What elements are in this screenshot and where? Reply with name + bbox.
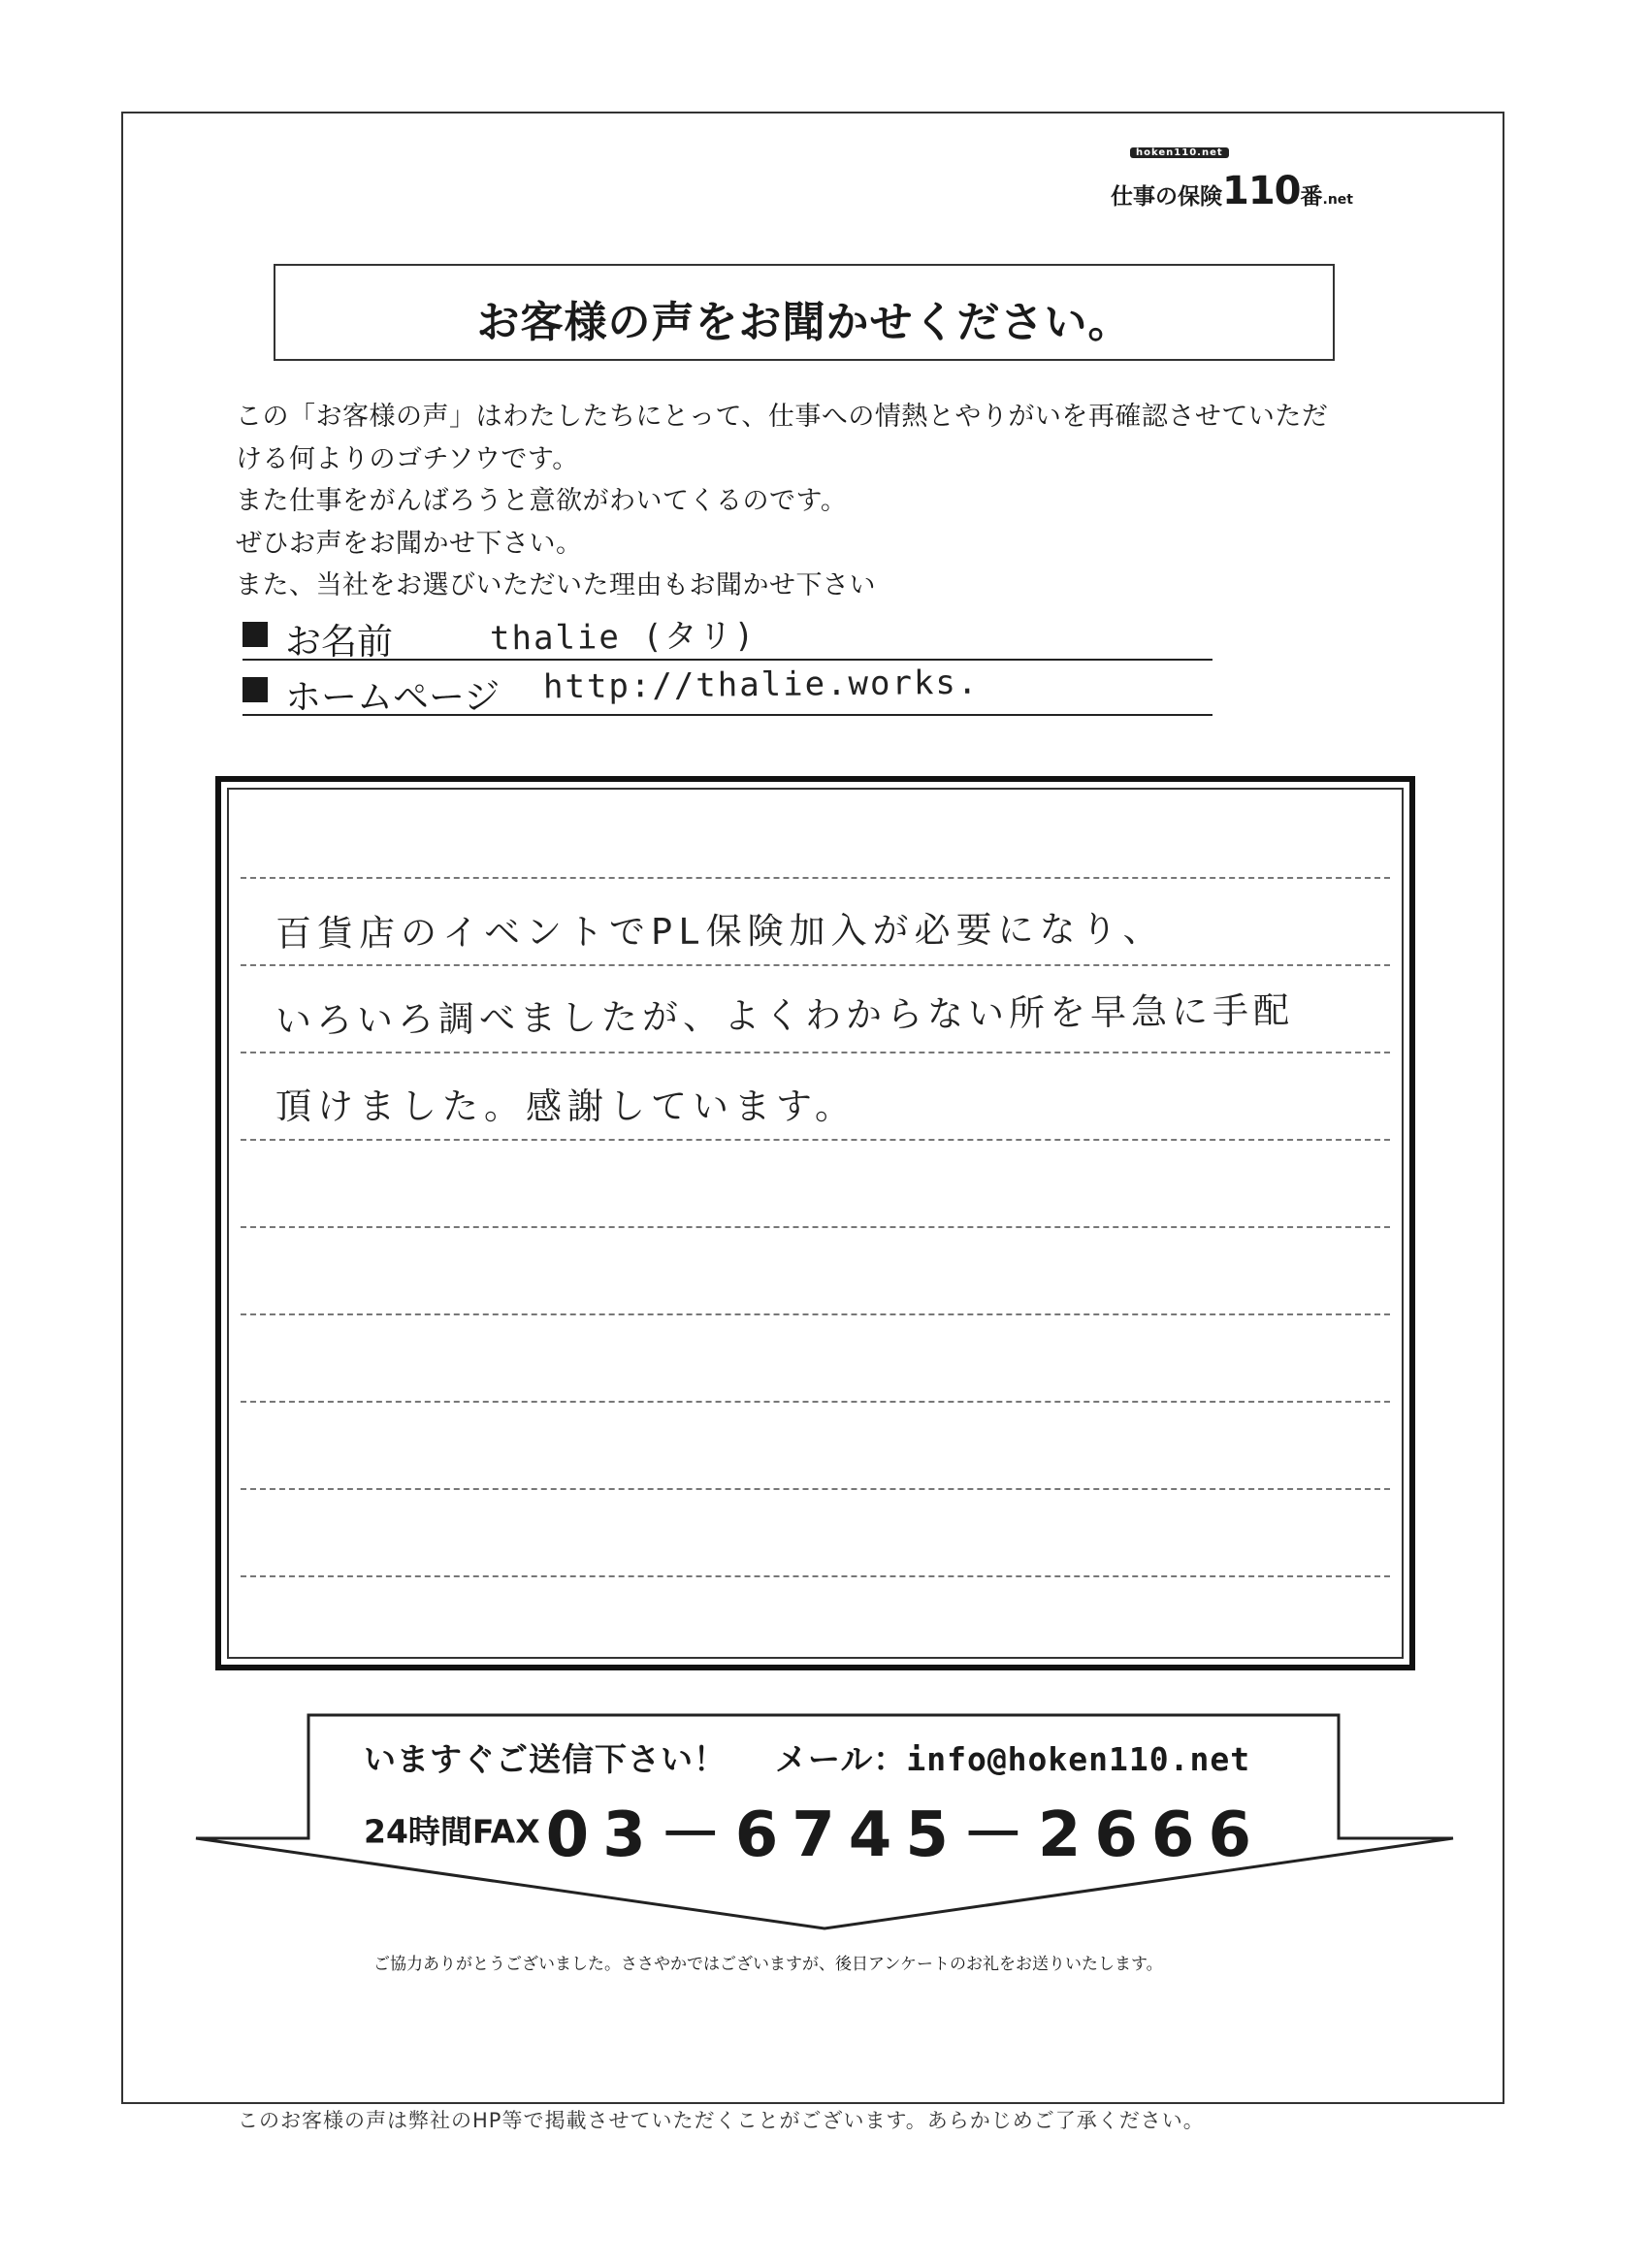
contact-banner xyxy=(194,1707,1455,1930)
comment-line: いろいろ調べましたが、よくわからない所を早急に手配 xyxy=(275,989,1295,1042)
homepage-value: http://thalie.works. xyxy=(542,663,980,707)
logo-tld: .net xyxy=(1322,192,1353,208)
ruled-line xyxy=(241,964,1390,966)
fax-number: 03－6745－2666 xyxy=(545,1799,1265,1871)
intro-line: ける何よりのゴチソウです。 xyxy=(236,443,579,474)
homepage-label: ホームページ xyxy=(285,676,501,718)
logo-number: 110 xyxy=(1222,169,1301,213)
comment-line: 頂けました。感謝しています。 xyxy=(275,1085,857,1127)
homepage-field[interactable] xyxy=(242,664,1212,716)
name-field[interactable] xyxy=(242,608,1212,661)
ruled-line xyxy=(241,1401,1390,1403)
square-bullet-icon xyxy=(242,622,268,647)
intro-text xyxy=(236,396,1429,607)
logo-suffix: 番 xyxy=(1300,184,1323,210)
ruled-line xyxy=(241,1139,1390,1141)
square-bullet-icon xyxy=(242,677,268,702)
title-box xyxy=(274,264,1335,361)
ruled-line xyxy=(241,1313,1390,1315)
contact-line-2 xyxy=(364,1785,1265,1874)
name-label: お名前 xyxy=(285,621,393,663)
comment-line: 百貨店のイベントでPL保険加入が必要になり、 xyxy=(275,908,1165,955)
fax-label: 24時間FAX xyxy=(364,1812,540,1851)
intro-line: また、当社をお選びいただいた理由もお聞かせ下さい xyxy=(236,570,876,600)
thanks-message: ご協力ありがとうございました。ささやかではございますが、後日アンケートのお礼をお送りいたします。 xyxy=(373,1955,1163,1974)
mail-label: メール： xyxy=(775,1740,907,1778)
logo-small-text: hoken110.net xyxy=(1130,147,1229,158)
logo-text xyxy=(1111,169,1353,213)
page-title: お客様の声をお聞かせください。 xyxy=(476,298,1132,347)
ruled-line xyxy=(241,877,1390,879)
ruled-line xyxy=(241,1488,1390,1490)
footer-note: このお客様の声は弊社のHP等で掲載させていただくことがございます。あらかじめご了承ください。 xyxy=(238,2109,1205,2132)
send-now-text: いますぐご送信下さい！ xyxy=(364,1740,727,1778)
comment-box[interactable] xyxy=(215,776,1415,1670)
intro-line: ぜひお声をお聞かせ下さい。 xyxy=(236,528,583,559)
logo-name: 仕事の保険 xyxy=(1111,184,1222,210)
ruled-line xyxy=(241,1575,1390,1577)
ruled-line xyxy=(241,1226,1390,1228)
company-logo xyxy=(1111,147,1411,213)
contact-line-1 xyxy=(364,1734,1250,1780)
email-address[interactable]: info@hoken110.net xyxy=(906,1740,1251,1778)
name-value: thalie (タリ) xyxy=(489,616,757,659)
comment-box-inner xyxy=(227,788,1404,1659)
intro-line: この「お客様の声」はわたしたちにとって、仕事への情熱とやりがいを再確認させていただ xyxy=(236,402,1329,432)
ruled-line xyxy=(241,1052,1390,1053)
intro-line: また仕事をがんばろうと意欲がわいてくるのです。 xyxy=(236,486,848,516)
